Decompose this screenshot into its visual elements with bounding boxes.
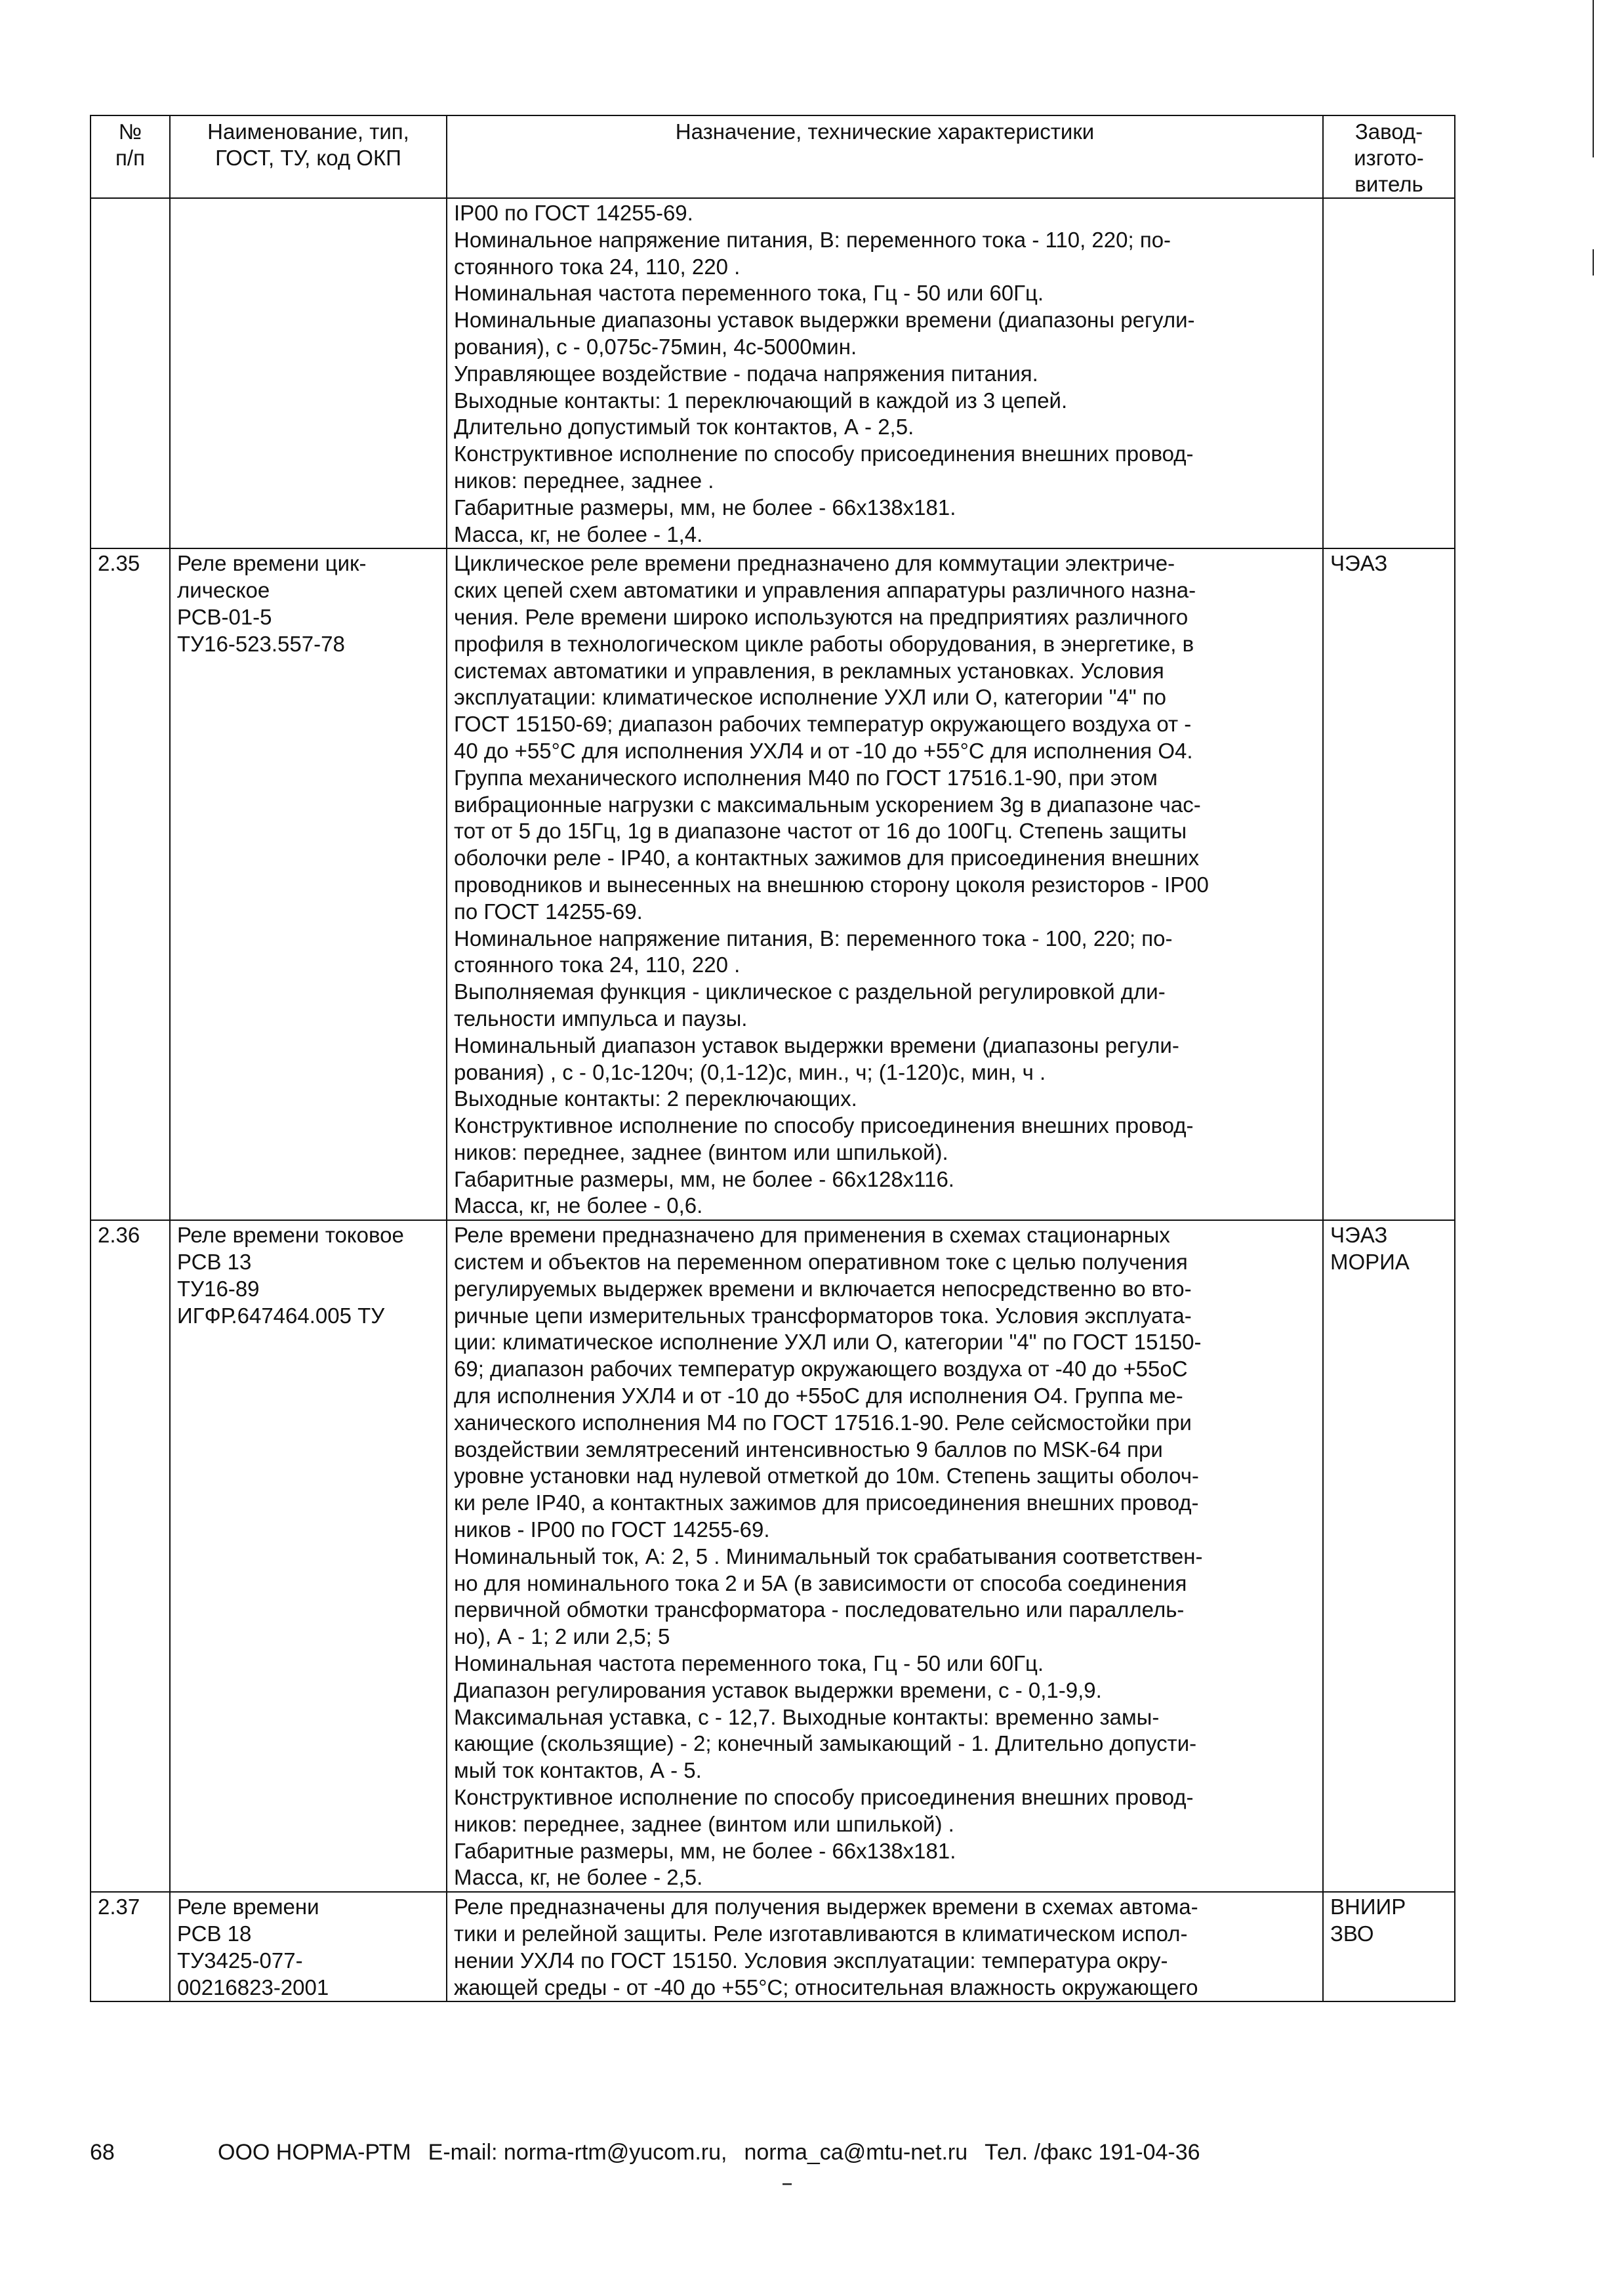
- row-description: [447, 198, 1323, 548]
- table-row: [91, 1892, 1455, 2001]
- row-name-line: Реле времени цик-: [177, 551, 367, 576]
- row-name-line: РСВ-01-5: [177, 604, 272, 629]
- row-name-line: лическое: [177, 578, 270, 603]
- row-description-line: тот от 5 до 15Гц, 1g в диапазоне частот от 16 до 100Гц. Степень защиты: [454, 819, 1187, 844]
- row-name-line: РСВ 13: [177, 1250, 252, 1275]
- row-description-line: ников - IP00 по ГОСТ 14255-69.: [454, 1517, 770, 1542]
- header-line: изгото-: [1354, 146, 1424, 170]
- row-description: [447, 1892, 1323, 2001]
- row-description-line: Длительно допустимый ток контактов, А - 2,5.: [454, 415, 914, 440]
- row-description-line: Реле времени предназначено для применения в схемах стационарных: [454, 1223, 1170, 1248]
- row-manufacturer-line: ЗВО: [1330, 1921, 1374, 1946]
- row-description-line: оболочки реле - IP40, а контактных зажимов для присоединения внешних: [454, 846, 1200, 871]
- row-manufacturer-line: ЧЭАЗ: [1330, 1223, 1388, 1248]
- row-manufacturer-line: МОРИА: [1330, 1250, 1410, 1275]
- row-description-line: уровне установки над нулевой отметкой до 10м. Степень защиты оболоч-: [454, 1464, 1199, 1488]
- row-name-line: РСВ 18: [177, 1921, 252, 1946]
- row-description-line: Циклическое реле времени предназначено для коммутации электриче-: [454, 551, 1175, 576]
- row-description-line: Конструктивное исполнение по способу присоединения внешних провод-: [454, 1113, 1194, 1138]
- row-description-line: первичной обмотки трансформатора - последовательно или параллель-: [454, 1597, 1185, 1622]
- row-description-line: ников: переднее, заднее .: [454, 468, 714, 493]
- row-description-line: Масса, кг, не более - 0,6.: [454, 1193, 703, 1218]
- row-number: 2.37: [91, 1892, 170, 2001]
- row-description-line: Номинальная частота переменного тока, Гц - 50 или 60Гц.: [454, 1651, 1044, 1676]
- row-description-line: эксплуатации: климатическое исполнение УХЛ или О, категории "4" по: [454, 685, 1166, 710]
- row-description-line: вибрационные нагрузки с максимальным ускорением 3g в диапазоне час-: [454, 792, 1201, 817]
- row-description-line: Номинальный диапазон уставок выдержки времени (диапазоны регули-: [454, 1033, 1179, 1057]
- header-number: [91, 115, 170, 198]
- row-manufacturer: [1323, 548, 1455, 1220]
- page-edge-line: [1593, 249, 1594, 276]
- row-description-line: Управляющее воздействие - подача напряжения питания.: [454, 361, 1038, 386]
- scan-mark: [783, 2183, 792, 2185]
- footer-phone: Тел. /факс 191-04-36: [985, 2140, 1200, 2165]
- row-description-line: профиля в технологическом цикле работы оборудования, в энергетике, в: [454, 631, 1194, 656]
- row-description-line: Реле предназначены для получения выдержек времени в схемах автома-: [454, 1895, 1198, 1919]
- row-description-line: системах автоматики и управления, в рекламных установках. Условия: [454, 658, 1164, 683]
- row-name-line: ТУ16-523.557-78: [177, 631, 345, 656]
- row-description-line: регулируемых выдержек времени и включается непосредственно во вто-: [454, 1276, 1192, 1301]
- header-name: [170, 115, 447, 198]
- row-description-line: тики и релейной защиты. Реле изготавливаются в климатическом испол-: [454, 1921, 1188, 1946]
- header-line: Завод-: [1354, 119, 1423, 144]
- row-description-line: Конструктивное исполнение по способу присоединения внешних провод-: [454, 1785, 1194, 1810]
- footer-email-2: norma_ca@mtu-net.ru: [744, 2140, 968, 2165]
- header-line: Назначение, технические характеристики: [675, 119, 1095, 144]
- row-description-line: ричные цепи измерительных трансформаторов тока. Условия эксплуата-: [454, 1303, 1192, 1328]
- row-manufacturer: [1323, 198, 1455, 548]
- row-description-line: Номинальные диапазоны уставок выдержки времени (диапазоны регули-: [454, 308, 1195, 333]
- table-row: [91, 198, 1455, 548]
- row-description-line: ханического исполнения М4 по ГОСТ 17516.1-90. Реле сейсмостойки при: [454, 1410, 1192, 1435]
- row-description-line: 40 до +55°С для исполнения УХЛ4 и от -10 до +55°С для исполнения О4.: [454, 738, 1193, 763]
- row-name-line: 00216823-2001: [177, 1975, 329, 1999]
- row-description-line: ских цепей схем автоматики и управления аппаратуры различного назна-: [454, 578, 1196, 603]
- row-description: [447, 548, 1323, 1220]
- row-description-line: проводников и вынесенных на внешнюю сторону цоколя резисторов - IP00: [454, 872, 1209, 897]
- row-description-line: ников: переднее, заднее (винтом или шпилькой).: [454, 1139, 948, 1164]
- row-description-line: Габаритные размеры, мм, не более - 66х138х181.: [454, 1838, 956, 1863]
- row-description-line: IP00 по ГОСТ 14255-69.: [454, 201, 693, 225]
- header-line: ГОСТ, ТУ, код ОКП: [215, 146, 401, 170]
- row-description-line: жающей среды - от -40 до +55°С; относительная влажность окружающего: [454, 1975, 1198, 1999]
- row-name-line: ИГФР.647464.005 ТУ: [177, 1303, 385, 1328]
- header-line: Наименование, тип,: [207, 119, 409, 144]
- header-line: №: [118, 119, 142, 144]
- row-number: 2.35: [91, 548, 170, 1220]
- row-name-line: Реле времени токовое: [177, 1223, 404, 1248]
- table-row: [91, 548, 1455, 1220]
- row-description-line: мый ток контактов, А - 5.: [454, 1758, 702, 1783]
- row-description-line: нении УХЛ4 по ГОСТ 15150. Условия эксплуатации: температура окру-: [454, 1948, 1168, 1973]
- row-description-line: Группа механического исполнения М40 по ГОСТ 17516.1-90, при этом: [454, 765, 1158, 790]
- page-footer: [90, 2140, 1200, 2165]
- footer-email-label: E-mail:: [428, 2140, 498, 2165]
- row-description-line: по ГОСТ 14255-69.: [454, 899, 643, 924]
- footer-company: ООО НОРМА-РТМ: [218, 2140, 411, 2165]
- row-description-line: ции: климатическое исполнение УХЛ или О, категории "4" по ГОСТ 15150-: [454, 1330, 1202, 1355]
- row-description-line: тельности импульса и паузы.: [454, 1006, 748, 1031]
- row-description-line: Конструктивное исполнение по способу присоединения внешних провод-: [454, 441, 1194, 466]
- row-name: [170, 548, 447, 1220]
- row-description-line: рования), с - 0,075с-75мин, 4с-5000мин.: [454, 334, 857, 359]
- row-description-line: Диапазон регулирования уставок выдержки времени, с - 0,1-9,9.: [454, 1677, 1102, 1702]
- row-name-line: ТУ3425-077-: [177, 1948, 303, 1973]
- row-name: [170, 1220, 447, 1892]
- row-description-line: стоянного тока 24, 110, 220 .: [454, 254, 741, 279]
- row-manufacturer-line: ЧЭАЗ: [1330, 551, 1388, 576]
- row-description-line: систем и объектов на переменном оперативном токе с целью получения: [454, 1250, 1188, 1275]
- row-description-line: воздействии землятресений интенсивностью 9 баллов по MSK-64 при: [454, 1437, 1163, 1462]
- header-line: п/п: [115, 146, 145, 170]
- table-header-row: [91, 115, 1455, 198]
- row-description-line: кающие (скользящие) - 2; конечный замыкающий - 1. Длительно допусти-: [454, 1731, 1197, 1756]
- header-description: [447, 115, 1323, 198]
- row-description-line: но), А - 1; 2 или 2,5; 5: [454, 1624, 670, 1649]
- row-description-line: но для номинального тока 2 и 5А (в зависимости от способа соединения: [454, 1570, 1187, 1595]
- spec-table: [90, 115, 1455, 2002]
- row-name-line: ТУ16-89: [177, 1276, 260, 1301]
- row-number: [91, 198, 170, 548]
- row-description-line: Масса, кг, не более - 2,5.: [454, 1865, 703, 1890]
- row-description-line: ников: переднее, заднее (винтом или шпилькой) .: [454, 1811, 954, 1836]
- row-description-line: чения. Реле времени широко используются на предприятиях различного: [454, 604, 1189, 629]
- row-description-line: Выходные контакты: 1 переключающий в каждой из 3 цепей.: [454, 388, 1068, 413]
- row-name-line: Реле времени: [177, 1895, 319, 1919]
- row-description-line: 69; диапазон рабочих температур окружающего воздуха от -40 до +55оС: [454, 1357, 1188, 1382]
- header-manufacturer: [1323, 115, 1455, 198]
- row-description-line: для исполнения УХЛ4 и от -10 до +55оС для исполнения О4. Группа ме-: [454, 1384, 1183, 1408]
- row-description-line: ГОСТ 15150-69; диапазон рабочих температур окружающего воздуха от -: [454, 712, 1192, 737]
- row-description-line: Номинальное напряжение питания, В: переменного тока - 100, 220; по-: [454, 926, 1173, 951]
- row-manufacturer-line: ВНИИР: [1330, 1895, 1406, 1919]
- header-line: витель: [1354, 172, 1423, 196]
- row-name: [170, 198, 447, 548]
- row-description-line: Номинальная частота переменного тока, Гц - 50 или 60Гц.: [454, 281, 1044, 306]
- page-number: 68: [90, 2140, 115, 2165]
- page-edge-line: [1593, 0, 1594, 157]
- row-description-line: рования) , с - 0,1с-120ч; (0,1-12)с, мин., ч; (1-120)с, мин, ч .: [454, 1059, 1046, 1084]
- row-description-line: ки реле IP40, а контактных зажимов для присоединения внешних провод-: [454, 1490, 1199, 1515]
- row-description-line: Выполняемая функция - циклическое с раздельной регулировкой дли-: [454, 979, 1166, 1004]
- row-description-line: Выходные контакты: 2 переключающих.: [454, 1086, 857, 1111]
- row-description-line: Габаритные размеры, мм, не более - 66х138х181.: [454, 495, 956, 520]
- row-description-line: Максимальная уставка, с - 12,7. Выходные контакты: временно замы-: [454, 1704, 1160, 1729]
- row-manufacturer: [1323, 1892, 1455, 2001]
- table-row: [91, 1220, 1455, 1892]
- row-description: [447, 1220, 1323, 1892]
- row-description-line: стоянного тока 24, 110, 220 .: [454, 953, 741, 977]
- row-description-line: Номинальное напряжение питания, В: переменного тока - 110, 220; по-: [454, 227, 1171, 252]
- row-manufacturer: [1323, 1220, 1455, 1892]
- row-description-line: Масса, кг, не более - 1,4.: [454, 522, 703, 546]
- row-name: [170, 1892, 447, 2001]
- row-number: 2.36: [91, 1220, 170, 1892]
- footer-email-1: norma-rtm@yucom.ru,: [503, 2140, 727, 2165]
- row-description-line: Габаритные размеры, мм, не более - 66х128х116.: [454, 1166, 954, 1191]
- row-description-line: Номинальный ток, А: 2, 5 . Минимальный ток срабатывания соответствен-: [454, 1544, 1203, 1568]
